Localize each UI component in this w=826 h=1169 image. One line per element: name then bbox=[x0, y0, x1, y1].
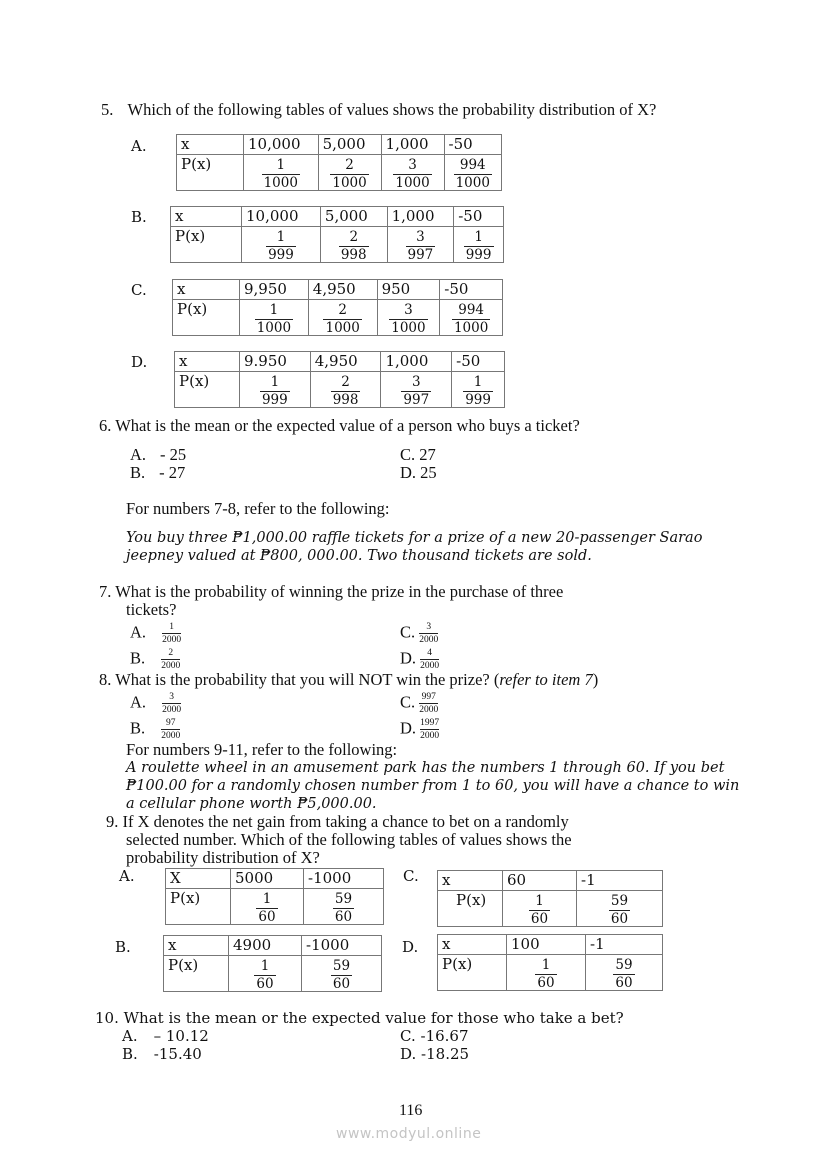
context-intro-9-11: For numbers 9-11, refer to the following: bbox=[126, 740, 398, 759]
x-header: x bbox=[164, 936, 229, 956]
x-value: -1000 bbox=[302, 936, 382, 956]
question-text: What is the probability of winning the prize in the purchase of three bbox=[115, 582, 564, 601]
p-header: P(x) bbox=[438, 955, 507, 991]
q6-option-a bbox=[130, 445, 186, 465]
option-label: D. bbox=[400, 718, 417, 738]
question-text: What is the probability that you will NOT win the prize? ( bbox=[115, 670, 500, 689]
q5-option-c-table bbox=[172, 279, 503, 336]
option-label: A. bbox=[130, 622, 147, 642]
x-header: X bbox=[166, 869, 231, 889]
q7-option-b bbox=[130, 648, 180, 671]
q6-option-b bbox=[130, 463, 185, 483]
probability-cell: $\frac{1}{60}$ bbox=[507, 955, 586, 991]
option-label: B. bbox=[130, 648, 146, 668]
option-label: A. bbox=[130, 692, 147, 712]
q8-option-c bbox=[400, 692, 438, 715]
option-value: - 25 bbox=[160, 445, 187, 464]
q9-option-d-table bbox=[437, 934, 663, 991]
x-value: -50 bbox=[452, 352, 505, 372]
option-value: 27 bbox=[419, 445, 436, 464]
probability-cell: $\frac{3}{997}$ bbox=[387, 227, 454, 263]
q9-option-c-table bbox=[437, 870, 663, 927]
option-label: D. bbox=[400, 463, 417, 482]
fraction: $\frac{1}{2000}$ bbox=[162, 622, 182, 645]
probability-cell: $\frac{59}{60}$ bbox=[304, 889, 384, 925]
probability-cell: $\frac{2}{998}$ bbox=[310, 372, 381, 408]
question-text: Which of the following tables of values shows the probability distribution of X? bbox=[127, 100, 657, 119]
q5-option-a-table bbox=[176, 134, 502, 191]
x-value: 10,000 bbox=[244, 135, 319, 155]
q6-option-d bbox=[400, 463, 437, 483]
x-header: x bbox=[175, 352, 240, 372]
x-value: 5,000 bbox=[320, 207, 387, 227]
question-9-line2: selected number. Which of the following tables of values shows the bbox=[126, 830, 572, 849]
option-label: B. bbox=[122, 1045, 138, 1063]
option-value: -18.25 bbox=[421, 1045, 470, 1063]
context-intro-7-8: For numbers 7-8, refer to the following: bbox=[126, 499, 390, 518]
watermark: www.modyul.online bbox=[336, 1126, 482, 1142]
probability-cell: $\frac{994}{1000}$ bbox=[444, 155, 501, 191]
p-header: P(x) bbox=[171, 227, 242, 263]
question-text: What is the mean or the expected value of a person who buys a ticket? bbox=[115, 416, 580, 435]
question-9-line3: probability distribution of X? bbox=[126, 848, 320, 867]
fraction: $\frac{997}{2000}$ bbox=[419, 692, 439, 715]
option-label: D. bbox=[131, 353, 148, 371]
probability-cell: $\frac{1}{60}$ bbox=[231, 889, 304, 925]
fraction: $\frac{97}{2000}$ bbox=[161, 718, 181, 741]
probability-cell: $\frac{994}{1000}$ bbox=[440, 300, 503, 336]
q5-option-d-table bbox=[174, 351, 505, 408]
option-label: A. bbox=[130, 445, 147, 464]
p-header: P(x) bbox=[438, 891, 503, 927]
option-label: D. bbox=[400, 1045, 417, 1063]
option-label: A. bbox=[119, 867, 135, 885]
p-header: P(x) bbox=[166, 889, 231, 925]
q8-option-b bbox=[130, 718, 180, 741]
q7-option-c bbox=[400, 622, 438, 645]
question-text: If X denotes the net gain from taking a chance to bet on a randomly bbox=[122, 812, 569, 831]
x-value: 4900 bbox=[229, 936, 302, 956]
q10-option-a bbox=[122, 1027, 209, 1045]
option-label: A. bbox=[131, 137, 147, 155]
probability-cell: $\frac{3}{1000}$ bbox=[381, 155, 444, 191]
x-value: 1,000 bbox=[387, 207, 454, 227]
x-value: 60 bbox=[503, 871, 577, 891]
option-label: B. bbox=[130, 718, 146, 738]
question-reference: refer to item 7 bbox=[499, 670, 593, 689]
context-text-9-11-line3: a cellular phone worth ₱5,000.00. bbox=[126, 796, 377, 812]
option-label: B. bbox=[130, 463, 146, 482]
probability-cell: $\frac{2}{998}$ bbox=[320, 227, 387, 263]
x-header: x bbox=[173, 280, 240, 300]
q10-option-b bbox=[122, 1045, 202, 1063]
question-number: 9. bbox=[106, 812, 119, 831]
page-number: 116 bbox=[399, 1102, 423, 1119]
p-header: P(x) bbox=[173, 300, 240, 336]
option-value: -15.40 bbox=[153, 1045, 202, 1063]
x-header: x bbox=[177, 135, 244, 155]
question-number: 8. bbox=[99, 670, 112, 689]
context-text-9-11-line2: ₱100.00 for a randomly chosen number from 1 to 60, you will have a chance to win bbox=[126, 778, 740, 794]
fraction: $\frac{3}{2000}$ bbox=[162, 692, 182, 715]
probability-cell: $\frac{59}{60}$ bbox=[586, 955, 663, 991]
context-text-9-11-line1: A roulette wheel in an amusement park has the numbers 1 through 60. If you bet bbox=[126, 760, 725, 776]
question-number: 5. bbox=[101, 100, 114, 119]
question-9 bbox=[106, 812, 569, 832]
option-label: B. bbox=[115, 938, 131, 956]
fraction: $\frac{1997}{2000}$ bbox=[420, 718, 440, 741]
x-value: -1000 bbox=[304, 869, 384, 889]
q10-option-d bbox=[400, 1045, 469, 1063]
probability-cell: $\frac{1}{999}$ bbox=[452, 372, 505, 408]
probability-cell: $\frac{1}{60}$ bbox=[229, 956, 302, 992]
probability-cell: $\frac{1}{1000}$ bbox=[244, 155, 319, 191]
option-label: C. bbox=[403, 867, 419, 885]
q7-option-d bbox=[400, 648, 439, 671]
p-header: P(x) bbox=[175, 372, 240, 408]
option-value: - 27 bbox=[159, 463, 186, 482]
probability-cell: $\frac{59}{60}$ bbox=[577, 891, 663, 927]
x-header: x bbox=[438, 871, 503, 891]
context-text-7-8-line1: You buy three ₱1,000.00 raffle tickets for a prize of a new 20-passenger Sarao bbox=[126, 530, 703, 546]
probability-cell: $\frac{1}{60}$ bbox=[503, 891, 577, 927]
probability-cell: $\frac{3}{997}$ bbox=[381, 372, 452, 408]
p-header: P(x) bbox=[177, 155, 244, 191]
q10-option-c bbox=[400, 1027, 469, 1045]
x-header: x bbox=[438, 935, 507, 955]
p-header: P(x) bbox=[164, 956, 229, 992]
x-value: -50 bbox=[440, 280, 503, 300]
question-10 bbox=[95, 1009, 624, 1027]
probability-cell: $\frac{3}{1000}$ bbox=[377, 300, 440, 336]
q6-option-c bbox=[400, 445, 436, 465]
x-value: 100 bbox=[507, 935, 586, 955]
probability-cell: $\frac{1}{999}$ bbox=[242, 227, 321, 263]
question-number: 6. bbox=[99, 416, 112, 435]
q9-option-b-table bbox=[163, 935, 382, 992]
fraction: $\frac{2}{2000}$ bbox=[161, 648, 181, 671]
probability-cell: $\frac{2}{1000}$ bbox=[308, 300, 377, 336]
q7-option-a bbox=[130, 622, 181, 645]
x-value: -1 bbox=[577, 871, 663, 891]
x-value: 1,000 bbox=[381, 352, 452, 372]
x-value: 5,000 bbox=[318, 135, 381, 155]
x-value: -50 bbox=[444, 135, 501, 155]
question-8 bbox=[99, 670, 598, 690]
question-number: 7. bbox=[99, 582, 112, 601]
question-5 bbox=[101, 100, 656, 120]
option-label: D. bbox=[400, 648, 417, 668]
probability-cell: $\frac{1}{999}$ bbox=[240, 372, 311, 408]
option-label: C. bbox=[400, 692, 416, 712]
question-6 bbox=[99, 416, 580, 436]
x-value: 1,000 bbox=[381, 135, 444, 155]
q5-option-b-table bbox=[170, 206, 504, 263]
x-value: -50 bbox=[454, 207, 504, 227]
probability-cell: $\frac{1}{1000}$ bbox=[240, 300, 309, 336]
option-value: 25 bbox=[420, 463, 437, 482]
context-text-7-8-line2: jeepney valued at ₱800, 000.00. Two thousand tickets are sold. bbox=[126, 548, 592, 564]
question-number: 10. bbox=[95, 1009, 119, 1027]
probability-cell: $\frac{1}{999}$ bbox=[454, 227, 504, 263]
option-label: C. bbox=[400, 622, 416, 642]
option-label: C. bbox=[131, 281, 147, 299]
x-value: 9,950 bbox=[240, 280, 309, 300]
option-value: – 10.12 bbox=[153, 1027, 209, 1045]
q8-option-a bbox=[130, 692, 181, 715]
option-label: A. bbox=[122, 1027, 138, 1045]
probability-cell: $\frac{2}{1000}$ bbox=[318, 155, 381, 191]
x-value: 4,950 bbox=[310, 352, 381, 372]
question-7-line2: tickets? bbox=[126, 600, 177, 619]
x-header: x bbox=[171, 207, 242, 227]
q8-option-d bbox=[400, 718, 439, 741]
x-value: 5000 bbox=[231, 869, 304, 889]
probability-cell: $\frac{59}{60}$ bbox=[302, 956, 382, 992]
q9-option-a-table bbox=[165, 868, 384, 925]
option-label: C. bbox=[400, 445, 416, 464]
x-value: 9.950 bbox=[240, 352, 311, 372]
option-label: C. bbox=[400, 1027, 416, 1045]
option-label: D. bbox=[402, 938, 419, 956]
paren-close: ) bbox=[592, 670, 599, 689]
fraction: $\frac{4}{2000}$ bbox=[420, 648, 440, 671]
option-label: B. bbox=[131, 208, 147, 226]
x-value: 10,000 bbox=[242, 207, 321, 227]
question-7 bbox=[99, 582, 563, 602]
fraction: $\frac{3}{2000}$ bbox=[419, 622, 439, 645]
question-text: What is the mean or the expected value for those who take a bet? bbox=[123, 1009, 624, 1027]
x-value: 950 bbox=[377, 280, 440, 300]
option-value: -16.67 bbox=[420, 1027, 469, 1045]
x-value: -1 bbox=[586, 935, 663, 955]
x-value: 4,950 bbox=[308, 280, 377, 300]
